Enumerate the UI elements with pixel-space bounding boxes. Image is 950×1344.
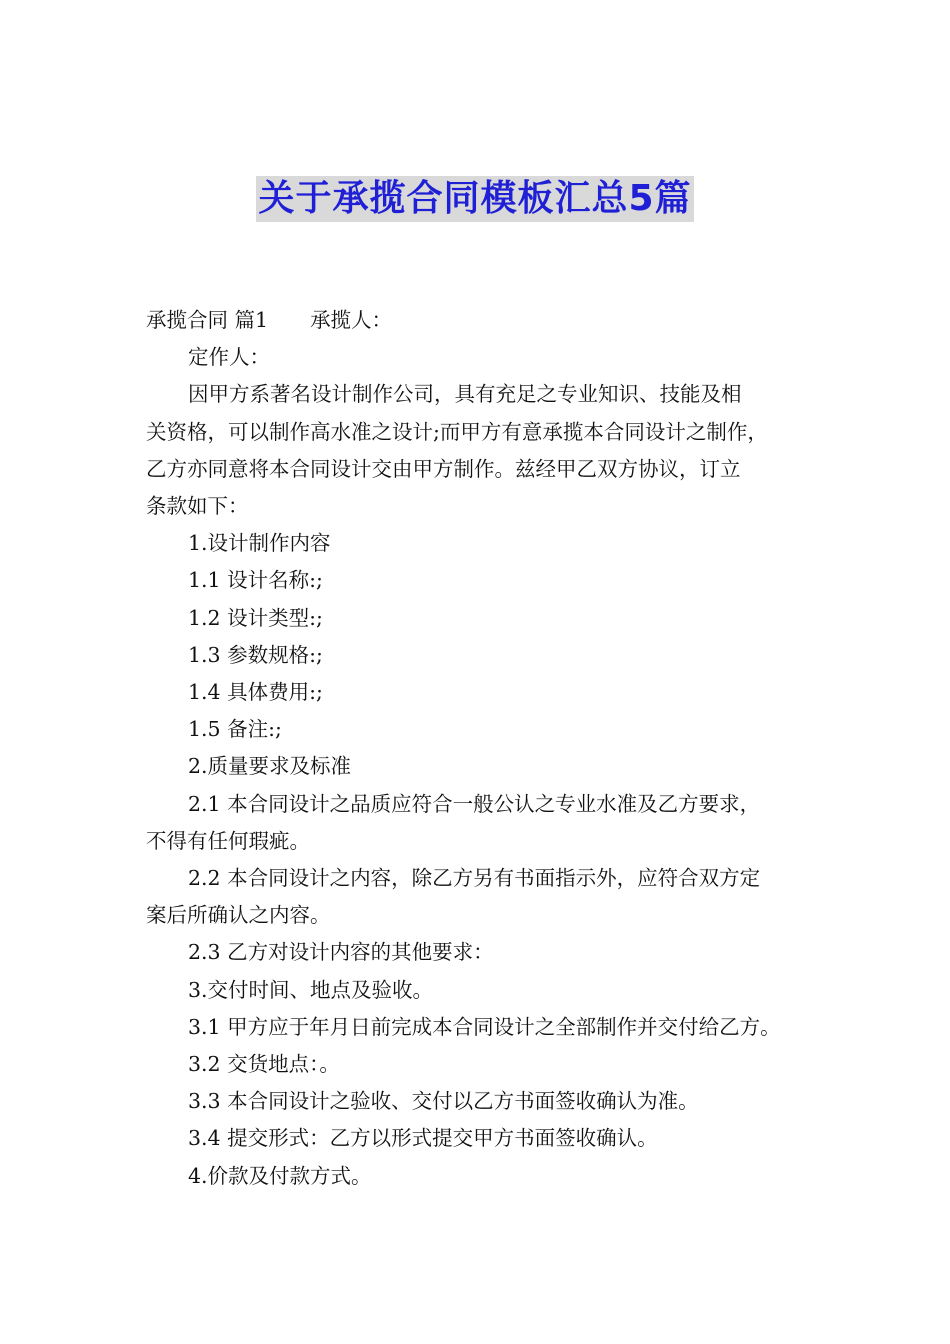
paragraph-line: 3.3 本合同设计之验收、交付以乙方书面签收确认为准。 <box>188 1089 699 1114</box>
document-title: 关于承揽合同模板汇总5篇 <box>256 176 693 222</box>
paragraph-line: 3.交付时间、地点及验收。 <box>188 977 434 1002</box>
paragraph-line: 定作人： <box>188 345 270 370</box>
paragraph-line: 不得有任何瑕疵。 <box>146 828 310 853</box>
paragraph-line: 2.3 乙方对设计内容的其他要求： <box>188 940 494 965</box>
document-body <box>146 302 816 1195</box>
paragraph-line: 3.2 交货地点：。 <box>188 1052 340 1077</box>
section-heading: 承揽合同 篇1 <box>146 308 269 332</box>
paragraph-line: 1.2 设计类型:; <box>188 605 323 630</box>
heading-line <box>146 302 816 339</box>
paragraph-line: 2.质量要求及标准 <box>188 754 352 779</box>
paragraph-line: 1.4 具体费用:; <box>188 680 323 705</box>
paragraph-line: 2.2 本合同设计之内容，除乙方另有书面指示外，应符合双方定 <box>188 866 761 891</box>
paragraph-line: 因甲方系著名设计制作公司，具有充足之专业知识、技能及相 <box>188 382 742 407</box>
paragraph-line: 2.1 本合同设计之品质应符合一般公认之专业水准及乙方要求， <box>188 791 761 816</box>
contractor-label: 承揽人： <box>310 308 393 332</box>
paragraph-line: 4.价款及付款方式。 <box>188 1163 372 1188</box>
paragraph-line: 3.1 甲方应于年月日前完成本合同设计之全部制作并交付给乙方。 <box>188 1014 781 1039</box>
paragraph-line: 案后所确认之内容。 <box>146 903 331 928</box>
paragraph-line: 条款如下： <box>146 494 249 519</box>
paragraph-line: 乙方亦同意将本合同设计交由甲方制作。兹经甲乙双方协议，订立 <box>146 456 741 481</box>
paragraph-line: 1.设计制作内容 <box>188 531 331 556</box>
paragraph-line: 1.5 备注:; <box>188 717 282 742</box>
paragraph-line: 1.1 设计名称:; <box>188 568 323 593</box>
paragraph-line: 关资格，可以制作高水准之设计;而甲方有意承揽本合同设计之制作， <box>146 419 768 444</box>
paragraph-line: 1.3 参数规格:; <box>188 642 323 667</box>
paragraph-line: 3.4 提交形式：乙方以形式提交甲方书面签收确认。 <box>188 1126 658 1151</box>
title-container <box>0 176 950 222</box>
